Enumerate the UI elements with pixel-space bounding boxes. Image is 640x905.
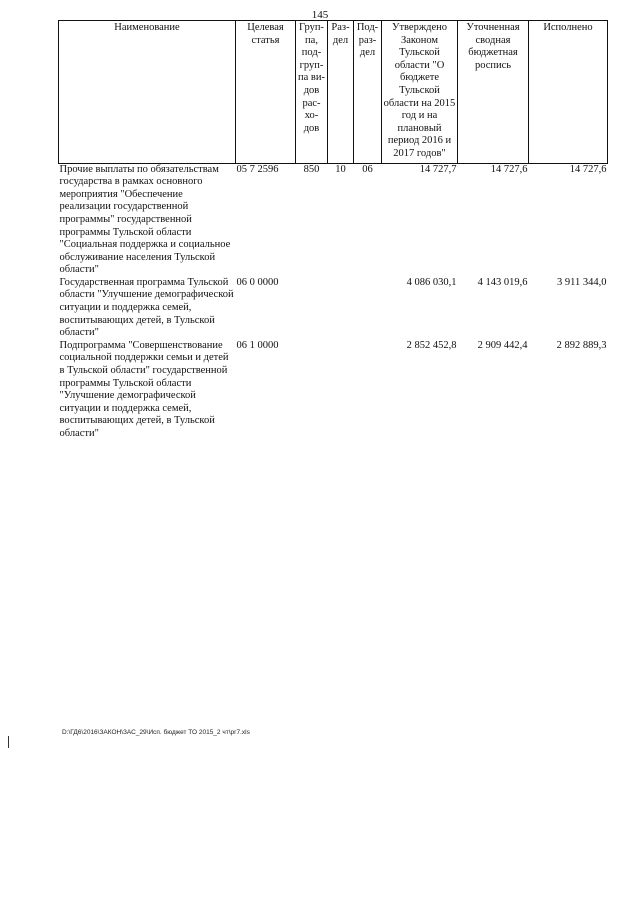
header-subsection: Под-раз-дел [354, 21, 382, 164]
row-name: Государственная программа Тульской области "Улучшение демографической ситуации и поддержка семей, воспитывающих детей, в Тульской области" [59, 276, 234, 339]
row-approved: 4 086 030,1 [406, 276, 457, 288]
row-target-article: 05 7 2596 [236, 163, 279, 175]
row-section: 10 [335, 163, 346, 175]
header-expense-group: Груп-па, под-груп-па ви-дов рас-хо-дов [296, 21, 328, 164]
row-approved: 14 727,7 [419, 163, 457, 175]
margin-mark [8, 736, 9, 748]
row-expense-group [296, 340, 328, 441]
page-number: 145 [311, 9, 329, 21]
table-row [59, 277, 608, 340]
header-section: Раз-дел [328, 21, 354, 164]
header-name: Наименование [59, 21, 236, 164]
row-executed: 3 911 344,0 [557, 276, 607, 288]
row-subsection: 06 [362, 163, 373, 175]
header-refined: Уточненная сводная бюджетная роспись [458, 21, 529, 164]
table-row [59, 163, 608, 277]
table-header-row [59, 21, 608, 164]
row-target-article: 06 0 0000 [236, 276, 279, 288]
header-approved: Утверждено Законом Тульской области "О бюджете Тульской области на 2015 год и на плановый период 2016 и 2017 годов" [382, 21, 458, 164]
row-refined: 4 143 019,6 [477, 276, 528, 288]
row-expense-group [296, 277, 328, 340]
budget-table [58, 20, 608, 441]
row-subsection [354, 277, 382, 340]
row-name: Подпрограмма "Совершенствование социальной поддержки семьи и детей в Тульской области" государственной программы Тульской области "Улучшение демографической ситуации и поддержка семей, воспитывающих детей, в Тульской области" [59, 339, 229, 439]
header-target-article: Целевая статья [236, 21, 296, 164]
row-refined: 2 909 442,4 [477, 339, 528, 351]
row-section [328, 277, 354, 340]
footer-file-path: D:\ГД6\2016\ЗАКОН\ЗАС_29\Исп. бюджет ТО 2015_2 чт\рг7.xls [62, 729, 250, 736]
row-executed: 2 892 889,3 [556, 339, 607, 351]
row-target-article: 06 1 0000 [236, 339, 279, 351]
row-name: Прочие выплаты по обязательствам государства в рамках основного мероприятия "Обеспечение реализации государственной программы" государственной программы Тульской области "Социальная поддержка и социальное обслуживание населения Тульской области" [59, 163, 231, 276]
row-expense-group: 850 [303, 163, 320, 175]
table-row [59, 340, 608, 441]
row-section [328, 340, 354, 441]
header-executed: Исполнено [529, 21, 608, 164]
row-executed: 14 727,6 [569, 163, 607, 175]
row-subsection [354, 340, 382, 441]
row-refined: 14 727,6 [490, 163, 528, 175]
row-approved: 2 852 452,8 [406, 339, 457, 351]
